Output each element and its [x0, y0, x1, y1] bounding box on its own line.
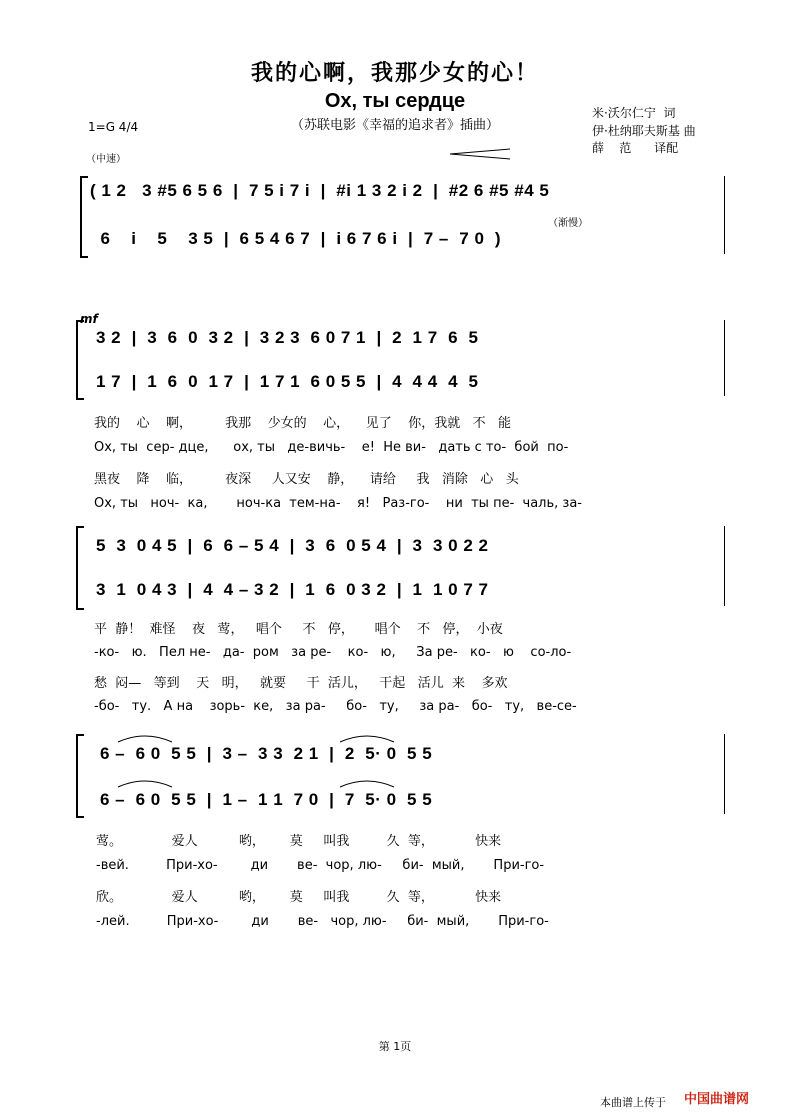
system2-lyric-ru-2: -бо- ту. А на зорь- ке, за ра- бо- ту, за ра- бо- ту, ве-се-	[94, 699, 577, 714]
barline	[724, 734, 725, 814]
system2-lyric-ru-1: -ко- ю. Пел не- да- ром за ре- ко- ю, За ре- ко- ю со-ло-	[94, 645, 572, 660]
system3-lyric-zh-2: 欣。 爱人 哟， 莫 叫我 久 等， 快来	[96, 890, 502, 905]
system2-lower-notes: 3 1 0 4 3 | 4 4 – 3 2 | 1 6 0 3 2 | 1 1 0 7 7	[96, 580, 489, 599]
tempo-marking: （中速）	[86, 154, 126, 165]
page-number: 第 1页	[378, 1040, 412, 1053]
system3-lower-notes: 6 – 6 0 5 5 | 1 – 1 1 7 0 | 7 5· 0 5 5	[100, 790, 433, 809]
translator-credit: 薛 范 译配	[592, 141, 679, 155]
ritardando-mark: （渐慢）	[548, 218, 588, 229]
system3-lyric-ru-2: -лей. При-хо- ди ве- чор, лю- би- мый, При-го-	[96, 914, 549, 929]
lyricist-credit: 米·沃尔仁宁 词	[592, 106, 676, 120]
system1-lyric-ru-2: Ох, ты ноч- ка, ноч-ка тем-на- я! Раз-го- ни ты пе- чаль, за-	[94, 496, 582, 511]
title-russian: Ох, ты сердце	[324, 90, 466, 112]
intro-upper-notes: ( 1 2 3 #5 6 5 6 | 7 5 i 7 i | #i 1 3 2 i 2 | #2 6 #5 #4 5	[90, 181, 550, 200]
tie-marks	[110, 775, 710, 789]
tie-marks	[110, 730, 710, 744]
system3-lyric-ru-1: -вей. При-хо- ди ве- чор, лю- би- мый, При-го-	[96, 858, 545, 873]
system2-upper-notes: 5 3 0 4 5 | 6 6 – 5 4 | 3 6 0 5 4 | 3 3 0 2 2	[96, 536, 489, 555]
barline	[724, 526, 725, 606]
system2-lyric-zh-2: 愁 闷— 等到 天 明， 就要 干 活儿， 干起 活儿 来 多欢	[94, 676, 508, 691]
system2-lyric-zh-1: 平 静！ 难怪 夜 莺， 唱个 不 停， 唱个 不 停， 小夜	[94, 622, 503, 637]
system1-lyric-zh-2: 黑夜 降 临， 夜深 人又安 静， 请给 我 消除 心 头	[94, 472, 519, 487]
system3-upper-notes: 6 – 6 0 5 5 | 3 – 3 3 2 1 | 2 5· 0 5 5	[100, 744, 433, 763]
intro-lower-notes: 6 i 5 3 5 | 6 5 4 6 7 | i 6 7 6 i | 7 – 7 0 )	[90, 229, 502, 248]
system3-lyric-zh-1: 莺。 爱人 哟， 莫 叫我 久 等， 快来	[96, 834, 502, 849]
subtitle: （苏联电影《幸福的追求者》插曲）	[290, 118, 499, 133]
composer-credit: 伊·杜纳耶夫斯基 曲	[592, 124, 696, 138]
key-signature: 1=G 4/4	[88, 120, 139, 134]
system1-upper-notes: 3 2 | 3 6 0 3 2 | 3 2 3 6 0 7 1 | 2 1 7 6 5	[96, 328, 479, 347]
title-chinese: 我的心啊，我那少女的心！	[250, 60, 539, 86]
dynamic-mark: mf	[80, 312, 98, 326]
footer-text: 本曲谱上传于	[600, 1096, 666, 1109]
barline	[724, 320, 725, 396]
system1-lower-notes: 1 7 | 1 6 0 1 7 | 1 7 1 6 0 5 5 | 4 4 4 4 5	[96, 372, 479, 391]
system-bracket	[76, 320, 84, 400]
site-logo[interactable]: 中国曲谱网	[684, 1092, 750, 1107]
system1-lyric-ru-1: Ох, ты сер- дце, ох, ты де-вичь- е! Не ви- дать с то- бой по-	[94, 440, 569, 455]
system-bracket	[76, 734, 84, 818]
system1-lyric-zh-1: 我的 心 啊， 我那 少女的 心， 见了 你，我就 不 能	[94, 416, 512, 431]
crescendo-icon	[450, 148, 512, 160]
barline	[724, 176, 725, 254]
system-bracket	[76, 526, 84, 610]
system-bracket	[80, 176, 88, 258]
